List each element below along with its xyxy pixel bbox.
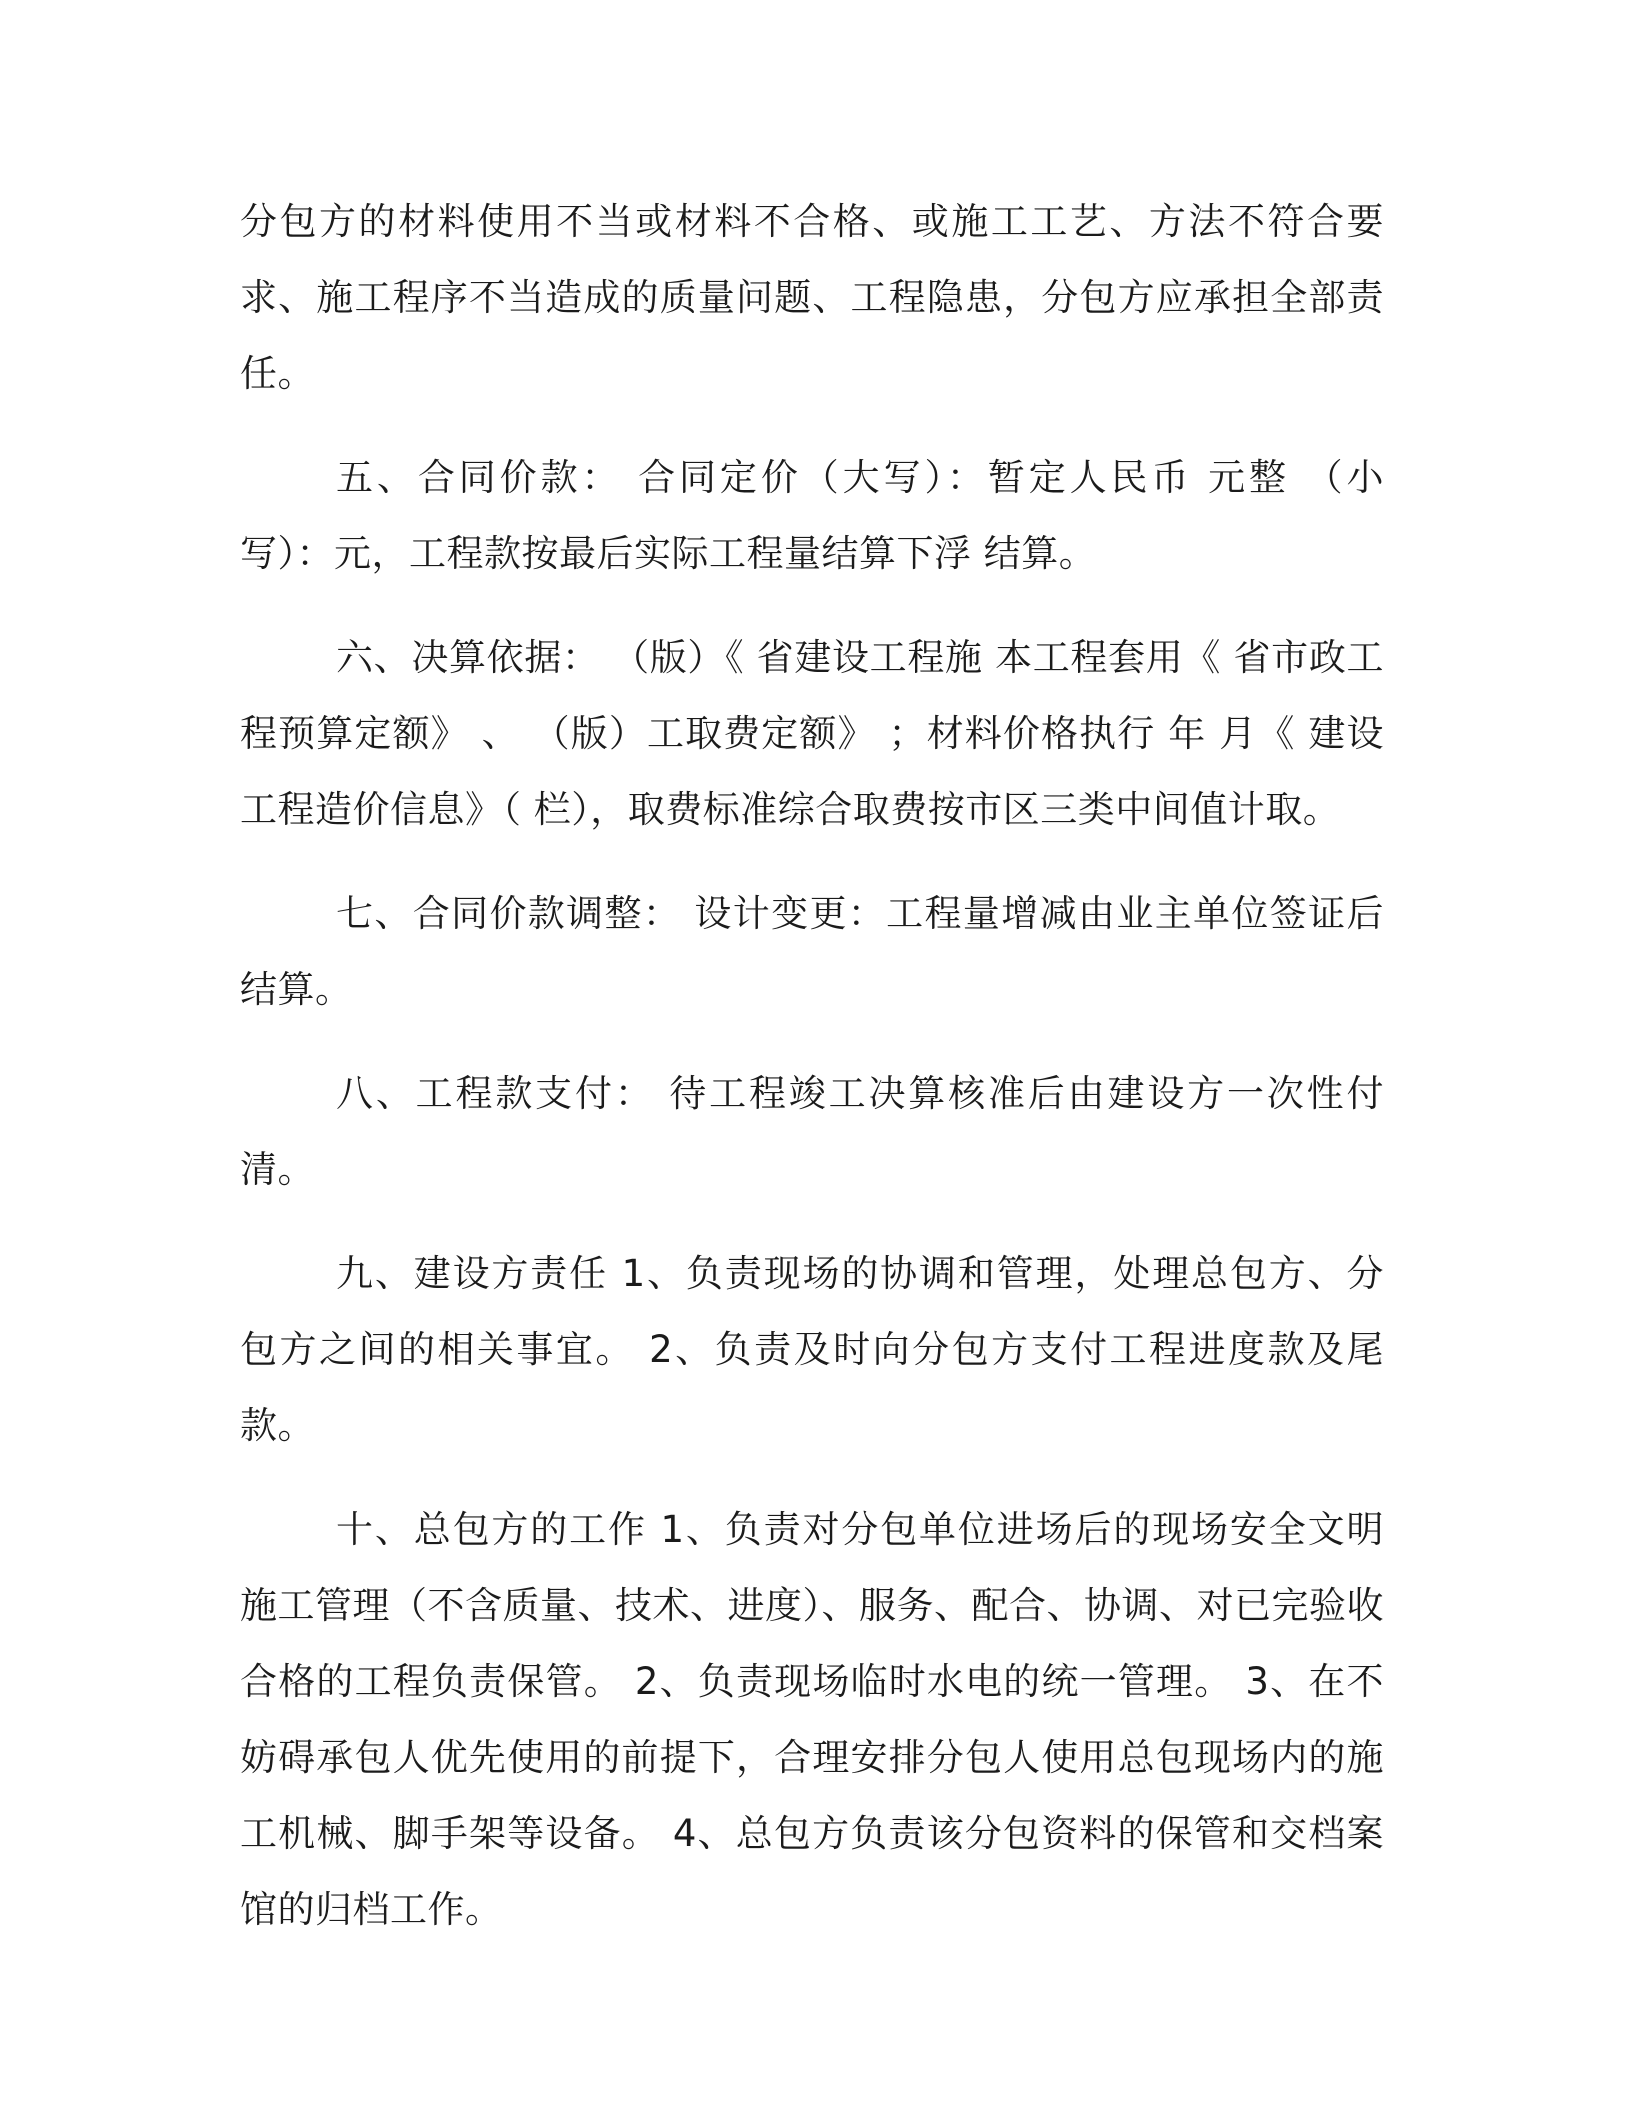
paragraph-owner-responsibility: 九、建设方责任 1、负责现场的协调和管理，处理总包方、分包方之间的相关事宜。 2、负责及时向分包方支付工程进度款及尾款。 xyxy=(240,1252,1384,1447)
paragraph-contract-price: 五、合同价款： 合同定价（大写）：暂定人民币 元整 （小写）：元，工程款按最后实际工程量结算下浮 结算。 xyxy=(240,456,1384,575)
paragraph-general-contractor-work: 十、总包方的工作 1、负责对分包单位进场后的现场安全文明施工管理（不含质量、技术、进度）、服务、配合、协调、对已完验收合格的工程负责保管。 2、负责现场临时水电的统一管理。 3、在不妨碍承包人优先使用的前提下，合理安排分包人使用总包现场内的施工机械、脚手架等设备。 4、总包方负责该分包资料的保管和交档案馆的归档工作。 xyxy=(240,1508,1384,1931)
paragraph-settlement-basis: 六、决算依据： （版）《 省建设工程施 本工程套用《 省市政工程预算定额》 、 （版）工取费定额》 ；材料价格执行 年 月《 建设工程造价信息》（ 栏），取费标准综合取费按市区三类中间值计取。 xyxy=(240,636,1384,831)
paragraph-payment: 八、工程款支付： 待工程竣工决算核准后由建设方一次性付清。 xyxy=(240,1072,1384,1191)
paragraph-continuation: 分包方的材料使用不当或材料不合格、或施工工艺、方法不符合要求、施工程序不当造成的质量问题、工程隐患，分包方应承担全部责任。 xyxy=(240,200,1384,395)
paragraph-price-adjustment: 七、合同价款调整： 设计变更：工程量增减由业主单位签证后结算。 xyxy=(240,892,1384,1011)
document-body xyxy=(240,184,1384,1976)
